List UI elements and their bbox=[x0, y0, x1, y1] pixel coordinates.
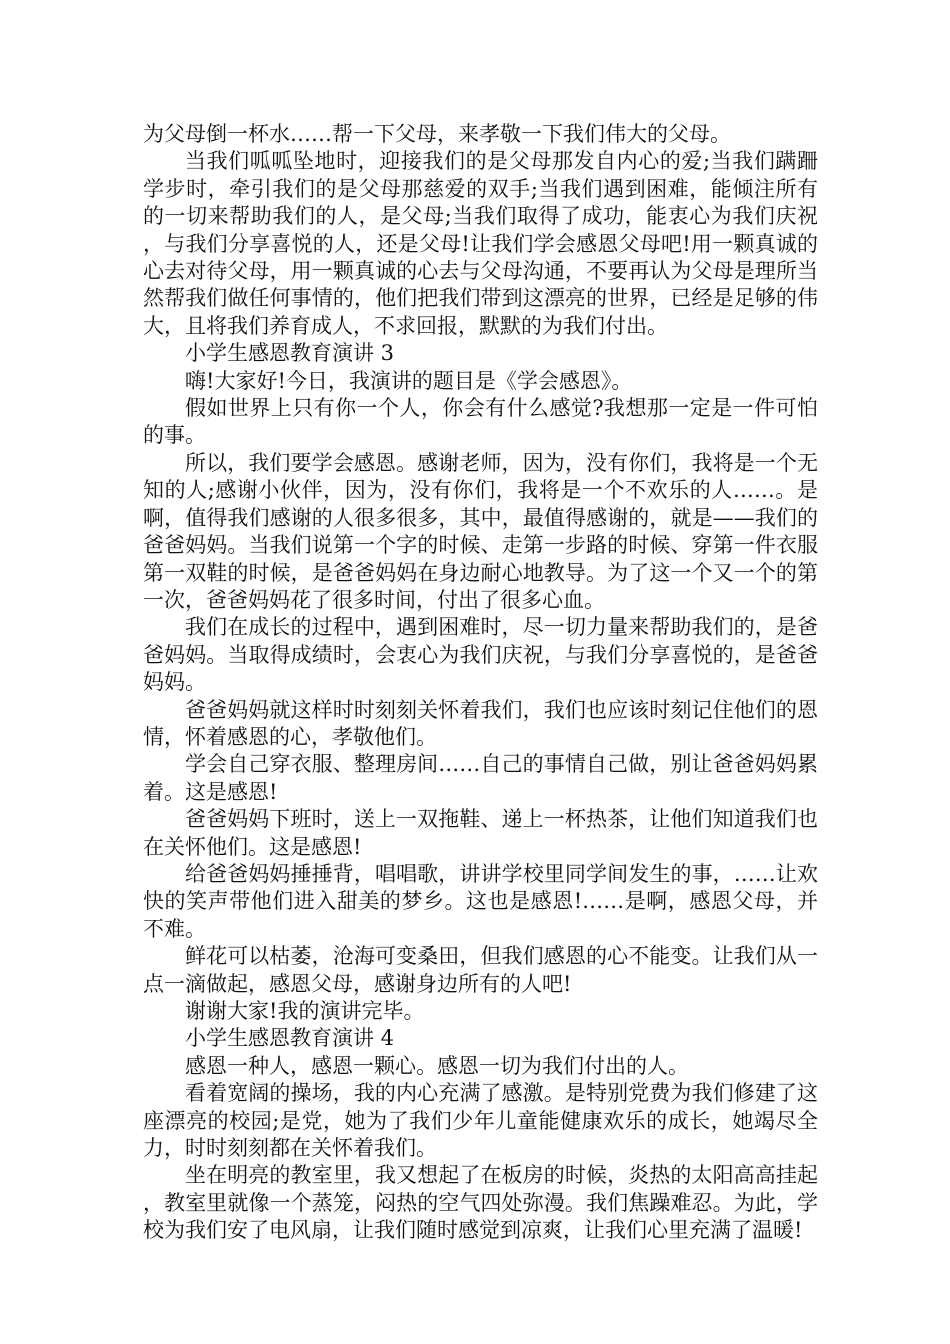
paragraph: 爸爸妈妈下班时，送上一双拖鞋、递上一杯热茶，让他们知道我们也在关怀他们。这是感恩! bbox=[143, 807, 818, 859]
paragraph: 坐在明亮的教室里，我又想起了在板房的时候，炎热的太阳高高挂起，教室里就像一个蒸笼，闷热的空气四处弥漫。我们焦躁难忍。为此，学校为我们安了电风扇，让我们随时感觉到凉爽，让我们心里充满了温暖! bbox=[143, 1163, 818, 1243]
section-heading: 小学生感恩教育演讲 3 bbox=[185, 341, 395, 366]
paragraph: 谢谢大家!我的演讲完毕。 bbox=[185, 999, 425, 1023]
paragraph: 所以，我们要学会感恩。感谢老师，因为，没有你们，我将是一个无知的人;感谢小伙伴，因为，没有你们，我将是一个不欢乐的人……。是啊，值得我们感谢的人很多很多，其中，最值得感谢的，就是——我们的爸爸妈妈。当我们说第一个字的时候、走第一步路的时候、穿第一件衣服第一双鞋的时候，是爸爸妈妈在身边耐心地教导。为了这一个又一个的第一次，爸爸妈妈花了很多时间，付出了很多心血。 bbox=[143, 450, 818, 612]
paragraph: 鲜花可以枯萎，沧海可变桑田，但我们感恩的心不能变。让我们从一点一滴做起，感恩父母，感谢身边所有的人吧! bbox=[143, 944, 818, 996]
document-page bbox=[143, 121, 818, 1245]
paragraph: 感恩一种人，感恩一颗心。感恩一切为我们付出的人。 bbox=[185, 1053, 689, 1078]
paragraph: 假如世界上只有你一个人，你会有什么感觉?我想那一定是一件可怕的事。 bbox=[143, 396, 818, 448]
paragraph: 给爸爸妈妈捶捶背，唱唱歌，讲讲学校里同学间发生的事，……让欢快的笑声带他们进入甜美的梦乡。这也是感恩!……是啊，感恩父母，并不难。 bbox=[143, 861, 818, 941]
section-heading: 小学生感恩教育演讲 4 bbox=[185, 1026, 395, 1051]
paragraph: 学会自己穿衣服、整理房间……自己的事情自己做，别让爸爸妈妈累着。这是感恩! bbox=[143, 752, 818, 804]
paragraph: 当我们呱呱坠地时，迎接我们的是父母那发自内心的爱;当我们蹒跚学步时，牵引我们的是父母那慈爱的双手;当我们遇到困难，能倾注所有的一切来帮助我们的人，是父母;当我们取得了成功，能衷心为我们庆祝，与我们分享喜悦的人，还是父母!让我们学会感恩父母吧!用一颗真诚的心去对待父母，用一颗真诚的心去与父母沟通，不要再认为父母是理所当然帮我们做任何事情的，他们把我们带到这漂亮的世界，已经是足够的伟大，且将我们养育成人，不求回报，默默的为我们付出。 bbox=[143, 149, 818, 338]
paragraph: 我们在成长的过程中，遇到困难时，尽一切力量来帮助我们的，是爸爸妈妈。当取得成绩时，会衷心为我们庆祝，与我们分享喜悦的，是爸爸妈妈。 bbox=[143, 615, 818, 695]
paragraph: 爸爸妈妈就这样时时刻刻关怀着我们，我们也应该时刻记住他们的恩情，怀着感恩的心，孝敬他们。 bbox=[143, 697, 818, 749]
paragraph: 看着宽阔的操场，我的内心充满了感激。是特别党费为我们修建了这座漂亮的校园;是党，她为了我们少年儿童能健康欢乐的成长，她竭尽全力，时时刻刻都在关怀着我们。 bbox=[143, 1081, 818, 1161]
paragraph: 为父母倒一杯水……帮一下父母，来孝敬一下我们伟大的父母。 bbox=[143, 122, 731, 146]
paragraph: 嗨!大家好!今日，我演讲的题目是《学会感恩》。 bbox=[185, 368, 633, 393]
